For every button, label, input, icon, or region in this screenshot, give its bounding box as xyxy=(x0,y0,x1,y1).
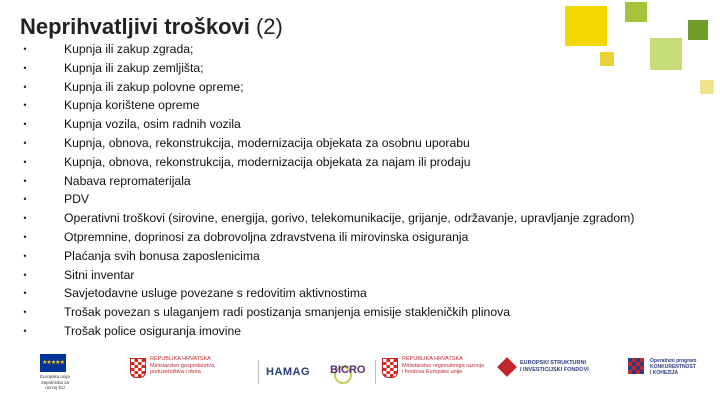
deco-square-light-green xyxy=(650,38,682,70)
list-item-text: Operativni troškovi (sirovine, energija, gorivo, telekomunikacije, grijanje, održavanje, upravljanje zgradom) xyxy=(64,211,635,226)
croatian-coat-of-arms-icon xyxy=(382,358,398,378)
bicro-logo: BICRO xyxy=(330,364,366,376)
list-item-text: Kupnja ili zakup polovne opreme; xyxy=(64,79,244,94)
list-item-text: Kupnja, obnova, rekonstrukcija, modernizacija objekata za najam ili prodaju xyxy=(64,154,471,169)
slide-title-main: Neprihvatljivi troškovi xyxy=(20,14,250,39)
ministry-regional-development-logo-text: REPUBLIKA HRVATSKA Ministarstvo regionalnoga razvoja i fondova Europske unije xyxy=(402,356,484,375)
bullet-icon: • xyxy=(23,100,27,111)
list-item-text: Sitni inventar xyxy=(64,267,135,282)
list-item-text: Kupnja korištene opreme xyxy=(64,98,200,113)
croatian-coat-of-arms-icon xyxy=(130,358,146,378)
deco-square-small-yellow xyxy=(600,52,614,66)
bullet-icon: • xyxy=(23,119,27,130)
hamag-logo: HAMAG xyxy=(266,366,311,378)
eu-flag-icon: ★★★★★ xyxy=(40,354,66,372)
list-item-text: Otpremnine, doprinosi za dobrovoljna zdravstvena ili mirovinska osiguranja xyxy=(64,229,469,244)
bullet-icon: • xyxy=(23,307,27,318)
list-item-text: Plaćanja svih bonusa zaposlenicima xyxy=(64,248,260,263)
bullet-icon: • xyxy=(23,269,27,280)
slide-title-suffix: (2) xyxy=(249,14,283,39)
bullet-icon: • xyxy=(23,137,27,148)
bullet-icon: • xyxy=(23,288,27,299)
eu-caption: Europska unija Zajednicka za razvoj EU xyxy=(40,374,70,390)
bullet-icon: • xyxy=(23,156,27,167)
divider xyxy=(375,360,376,384)
esif-logo-icon xyxy=(497,357,517,377)
ministry-economy-logo-text: REPUBLIKA HRVATSKA Ministarstvo gospodarstva, poduzetništva i obrta xyxy=(150,356,216,375)
deco-square-pale-yellow xyxy=(700,80,714,94)
footer-logos xyxy=(30,350,710,392)
list-item-text: Savjetodavne usluge povezane s redovitim aktivnostima xyxy=(64,286,367,301)
bullet-icon: • xyxy=(23,250,27,261)
bullet-icon: • xyxy=(23,325,27,336)
list-item-text: Kupnja, obnova, rekonstrukcija, modernizacija objekata za osobnu uporabu xyxy=(64,135,470,150)
deco-square-dark-green xyxy=(688,20,708,40)
op-logo-text: Operativni program KONKURENTNOST I KOHEZIJA xyxy=(650,358,697,376)
bullet-icon: • xyxy=(23,44,27,54)
esif-logo-text: EUROPSKI STRUKTURNI I INVESTICIJSKI FONDOVI xyxy=(520,360,589,373)
bullet-icon: • xyxy=(23,175,27,186)
list-item-text: Trošak police osiguranja imovine xyxy=(64,323,242,338)
list-item-text: Trošak povezan s ulaganjem radi postizanja smanjenja emisije stakleničkih plinova xyxy=(64,305,510,320)
list-item-text: PDV xyxy=(64,192,90,207)
list-item-text: Kupnja ili zakup zemljišta; xyxy=(64,60,204,75)
deco-square-large-yellow xyxy=(565,6,607,46)
bullet-icon: • xyxy=(23,194,27,205)
bullet-icon: • xyxy=(23,213,27,224)
list-item-text: Kupnja vozila, osim radnih vozila xyxy=(64,117,241,132)
divider xyxy=(258,360,259,384)
bullet-icon: • xyxy=(23,81,27,92)
op-logo-icon xyxy=(628,358,644,374)
list-item-text: Nabava repromaterijala xyxy=(64,173,191,188)
bullet-icon: • xyxy=(23,62,27,73)
bullet-icon: • xyxy=(23,231,27,242)
list-item-text: Kupnja ili zakup zgrada; xyxy=(64,42,194,56)
deco-square-green xyxy=(625,2,647,22)
slide-title xyxy=(20,14,283,40)
